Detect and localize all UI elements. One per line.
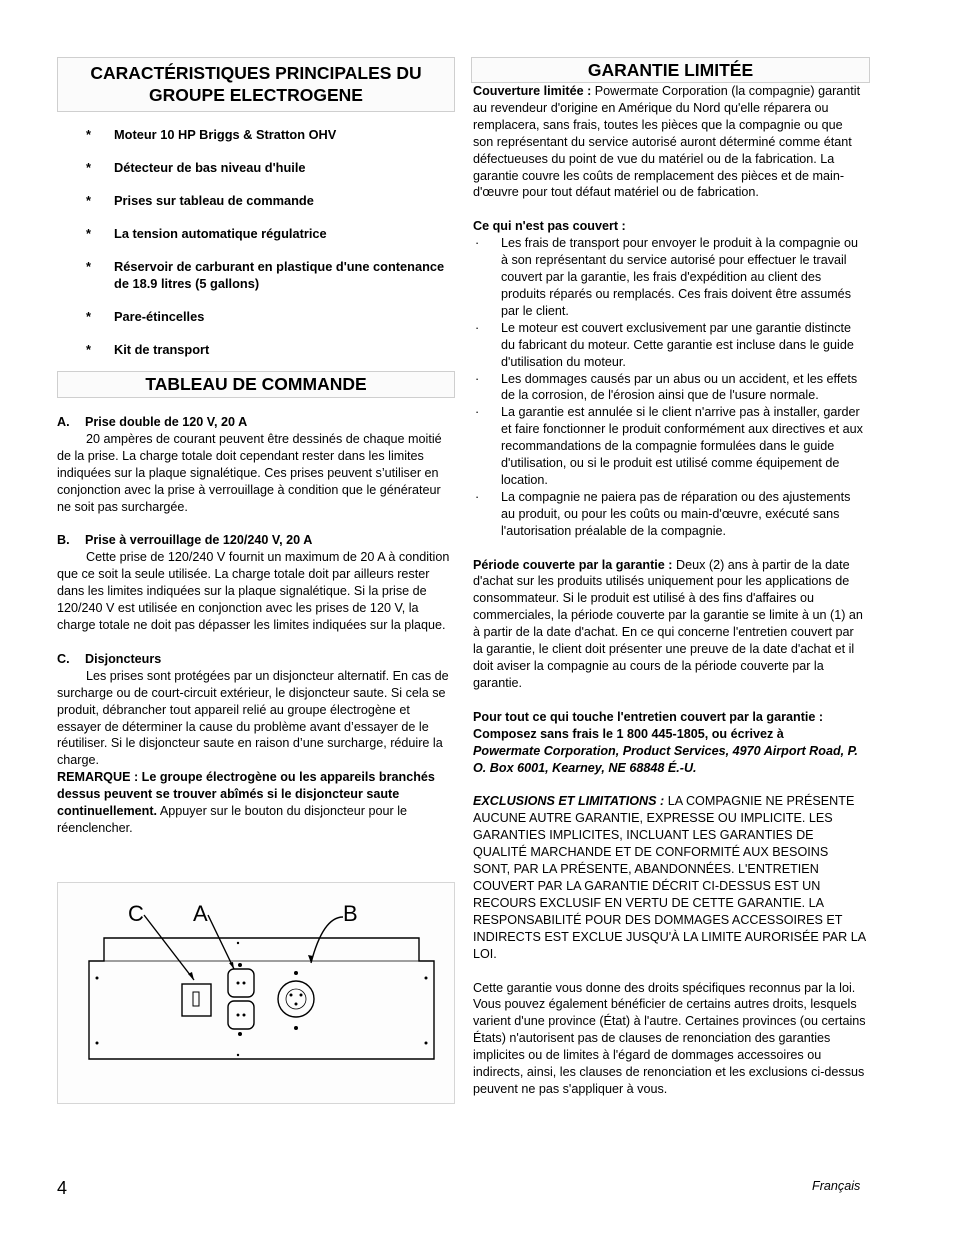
warranty-title: GARANTIE LIMITÉE bbox=[471, 57, 870, 83]
list-item: * Détecteur de bas niveau d'huile bbox=[86, 160, 306, 175]
list-item: · La compagnie ne paiera pas de réparation ou des ajustements au produit, ou pour les coûts ou main-d'œuvre, exécuté sans l'autorisation préalable de la compagnie. bbox=[475, 489, 851, 538]
list-item: · Les dommages causés par un abus ou un accident, et les effets de la corrosion, de l'érosion ainsi que de l'usure normale. bbox=[475, 371, 858, 403]
panel-title: TABLEAU DE COMMANDE bbox=[57, 371, 455, 398]
list-item: * Moteur 10 HP Briggs & Stratton OHV bbox=[86, 127, 337, 142]
section-body: Les prises sont protégées par un disjoncteur alternatif. En cas de surcharge ou de court-circuit extérieur, le disjoncteur saute. Si cela se produit, débrancher tout appareil relié au groupe électrogène et essayer de déterminer la cause du problème avant d’essayer de le réutiliser. Si le disjoncteur saute en raison d’une surcharge, réduire la charge. bbox=[57, 668, 449, 768]
section-body: 20 ampères de courant peuvent être dessinés de chaque moitié de la prise. La charge totale doit cependant rester dans les limites indiquées sur la plaque signalétique. Ces prises peuvent s’utiliser en conjonction avec la prise à verrouillage à condition que le générateur ne soit pas surchargée. bbox=[57, 431, 442, 514]
exclusions: EXCLUSIONS ET LIMITATIONS : LA COMPAGNIE NE PRÉSENTE AUCUNE AUTRE GARANTIE, EXPRESSE OU IMPLICITE. LES GARANTIES IMPLICITES, INCLUANT LES GARANTIES DE QUALITÉ MARCHANDE ET DE CONFORMITÉ AUX BESOINS SONT, PAR LA PRÉSENTE, ABANDONNÉES. L'ENTRETIEN COUVERT PAR LA GARANTIE DÉCRIT CI-DESSUS EST UN RECOURS EXCLUSIF EN VERTU DE CETTE GARANTIE. LA RESPONSABILITÉ POUR DES DOMMAGES ACCESSOIRES ET INDIRECTS EST EXCLUE JUSQU'À LA LIMITE AURORISÉE PAR LA LOI. bbox=[473, 794, 866, 961]
label-b: B bbox=[343, 901, 358, 926]
section-heading: C. Disjoncteurs bbox=[57, 651, 162, 666]
page-number: 4 bbox=[57, 1178, 68, 1198]
list-item: * Pare-étincelles bbox=[86, 309, 205, 324]
features-title: CARACTÉRISTIQUES PRINCIPALES DU GROUPE ELECTROGENE bbox=[57, 57, 455, 112]
list-item: · Le moteur est couvert exclusivement par une garantie distincte du fabricant du moteur. Cette garantie est incluse dans le guide d'utilisation du moteur. bbox=[475, 320, 854, 369]
language-label: Français bbox=[812, 1179, 861, 1193]
not-covered-list bbox=[473, 235, 866, 539]
rights: Cette garantie vous donne des droits spécifiques reconnus par la loi. Vous pouvez également bénéficier de certains autres droits, lesquels varient d'une province (État) à l'autre. Certaines provinces (ou certains États) n'autorisent pas de clauses de renonciation des garanties implicites ou de limites à l'égard de dommages accessoires ou indirects, ainsi, les clauses de renonciation et les exclusions ci-dessus peuvent ne pas s'appliquer à vous. bbox=[473, 980, 866, 1096]
list-item: · La garantie est annulée si le client n'arrive pas à installer, garder et faire fonctionner le produit conformément aux directives et aux recommandations de la compagnie formulées dans le guide d'utilisation, ou si le produit est utilisé comme équipement de location. bbox=[475, 405, 863, 487]
warranty-body bbox=[473, 83, 866, 1098]
list-item: · Les frais de transport pour envoyer le produit à la compagnie ou à son représentant du service autorisé pour effectuer le travail couvert par la garantie, les frais d'expédition au client des produits réparés ou remplacés. Ces frais doivent être assumés par le client. bbox=[475, 236, 859, 318]
contact: Pour tout ce qui touche l'entretien couvert par la garantie : Composez sans frais le 1 800 445-1805, ou écrivez à Powermate Corporation, Product Services, 4970 Airport Road, P. O. Box 6001, Kearney, NE 68848 É.-U. bbox=[473, 709, 858, 775]
label-c: C bbox=[128, 901, 144, 926]
list-item: * La tension automatique régulatrice bbox=[86, 226, 327, 241]
features-list bbox=[86, 126, 446, 374]
note: REMARQUE : Le groupe électrogène ou les appareils branchés dessus peuvent se trouver abîmés si le disjoncteur saute continuellement. Appuyer sur le bouton du disjoncteur pour le réenclencher. bbox=[57, 770, 435, 835]
list-item: * Réservoir de carburant en plastique d'une contenance de 18.9 litres (5 gallons) bbox=[86, 259, 445, 291]
control-panel-drawing bbox=[58, 883, 454, 1103]
control-panel-figure bbox=[57, 882, 455, 1104]
not-covered-heading: Ce qui n'est pas couvert : bbox=[473, 219, 626, 234]
list-item: * Prises sur tableau de commande bbox=[86, 193, 314, 208]
list-item: * Kit de transport bbox=[86, 342, 210, 357]
section-body: Cette prise de 120/240 V fournit un maximum de 20 A à condition que ce soit la seule utilisée. La charge totale doit par ailleurs rester dans les limites indiquées sur la plaque signalétique. Si la prise de 120/240 V est utilisée en conjonction avec les prises de 120 V, la charge totale ne doit pas dépasser les limites indiquées sur la plaque. bbox=[57, 550, 450, 632]
coverage: Couverture limitée : Powermate Corporation (la compagnie) garantit au revendeur d'origine en Amérique du Nord qu'elle réparera ou remplacera, sans frais, toutes les pièces que la compagnie ou que son représentant du service autorisé auront déterminé comme étant défectueuses du point de vue du matériel ou de la fabrication. La garantie couvre les coûts de remplacement des pièces et de main-d'œuvre pour tout défaut matériel ou de fabrication. bbox=[473, 84, 861, 200]
section-heading: A. Prise double de 120 V, 20 A bbox=[57, 415, 248, 429]
label-a: A bbox=[193, 901, 208, 926]
coverage-period: Période couverte par la garantie : Deux (2) ans à partir de la date d'achat sur les produits utilisés uniquement pour les applications de consommateur. Si le produit est utilisé à des fins d'affaires ou commerciales, la période couverte par la garantie se limite à un (1) an à partir de la date d'achat. En ce qui concerne l'entretien couvert par la garantie, le client doit présenter une preuve de la date d'achat et il doit aviser la compagnie au cours de la période couverte par la garantie. bbox=[473, 557, 863, 690]
section-heading: B. Prise à verrouillage de 120/240 V, 20 A bbox=[57, 533, 313, 548]
panel-sections bbox=[57, 414, 450, 837]
